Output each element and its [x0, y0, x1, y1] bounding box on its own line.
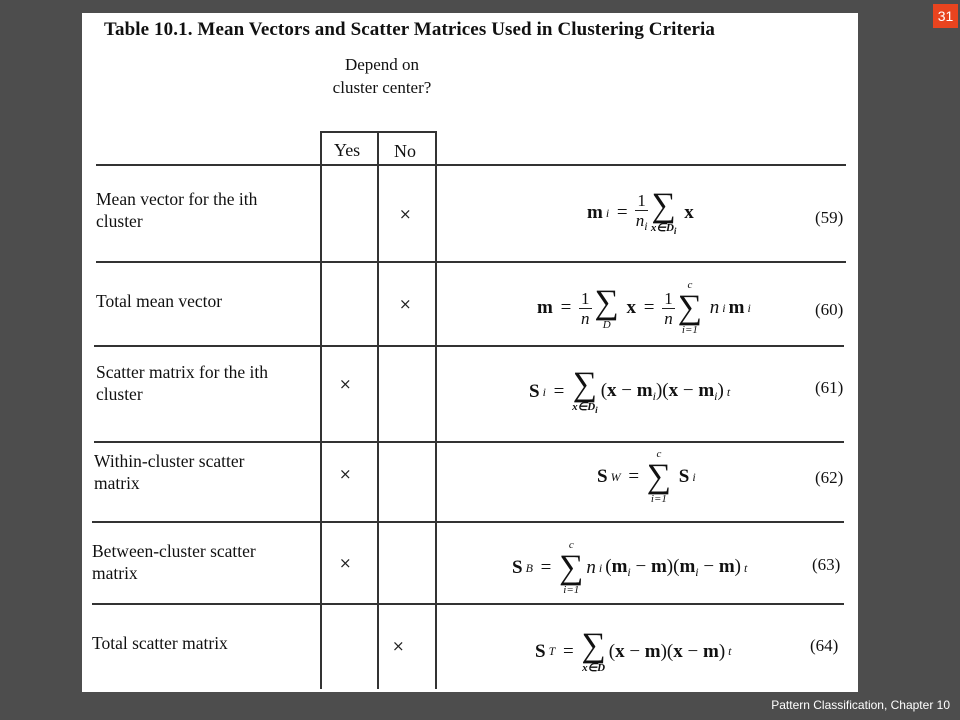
equation-59: m i = $\frac{1}{n_i}$ ∑ $x\in D_i$ x — [587, 187, 694, 237]
equation-64: S T = ∑ x∈D (x − m)(x − m) t — [535, 627, 732, 674]
equation-number: (59) — [815, 208, 844, 227]
col-line-right — [435, 131, 437, 689]
equation-number: (64) — [810, 636, 839, 655]
column-header: Depend on cluster center? — [332, 55, 432, 97]
rule-line — [92, 603, 844, 605]
rule-line — [94, 345, 844, 347]
yes-mark: × — [339, 375, 352, 393]
no-mark: × — [392, 637, 405, 655]
table-title: Table 10.1. Mean Vectors and Scatter Matrices Used in Clustering Criteria — [104, 19, 716, 40]
row-label: Scatter matrix for the ith cluster — [96, 362, 269, 404]
row-label: Mean vector for the ith cluster — [96, 189, 258, 231]
yes-column-header: Yes — [334, 140, 361, 160]
rule-line — [94, 441, 844, 443]
row-label: Between-cluster scatter matrix — [92, 541, 256, 583]
col-line-left — [320, 131, 322, 689]
equation-number: (63) — [812, 555, 841, 574]
slide-footer: Pattern Classification, Chapter 10 — [771, 698, 950, 712]
no-mark: × — [399, 295, 412, 313]
equation-number: (61) — [815, 378, 844, 397]
col-line-mid — [377, 131, 379, 689]
slide-number-badge: 31 — [933, 4, 958, 28]
row-label: Total mean vector — [96, 291, 223, 311]
header-top-line — [320, 131, 436, 133]
equation-number: (62) — [815, 468, 844, 487]
no-mark: × — [399, 205, 412, 223]
no-column-header: No — [394, 141, 416, 161]
equation-61: S i = ∑ $x\in D_i$ $(x - m_i)(x - m_i)$ t — [529, 366, 731, 416]
row-label: Total scatter matrix — [92, 633, 228, 653]
yes-mark: × — [339, 465, 352, 483]
equation-62: S W = c ∑ i=1 S i — [597, 448, 696, 505]
rule-line — [96, 164, 846, 166]
rule-line — [96, 261, 846, 263]
yes-mark: × — [339, 554, 352, 572]
equation-63: S B = c ∑ i=1 n i $(m_i - m)(m_i - m)$ t — [512, 539, 748, 596]
equation-60: m = $\frac{1}{n}$ ∑ D x = $\frac{1}{n}$ c ∑ i=1 n i m i — [537, 279, 751, 336]
equation-number: (60) — [815, 300, 844, 319]
rule-line — [92, 521, 844, 523]
textbook-page — [82, 13, 858, 692]
row-label: Within-cluster scatter matrix — [94, 451, 245, 493]
